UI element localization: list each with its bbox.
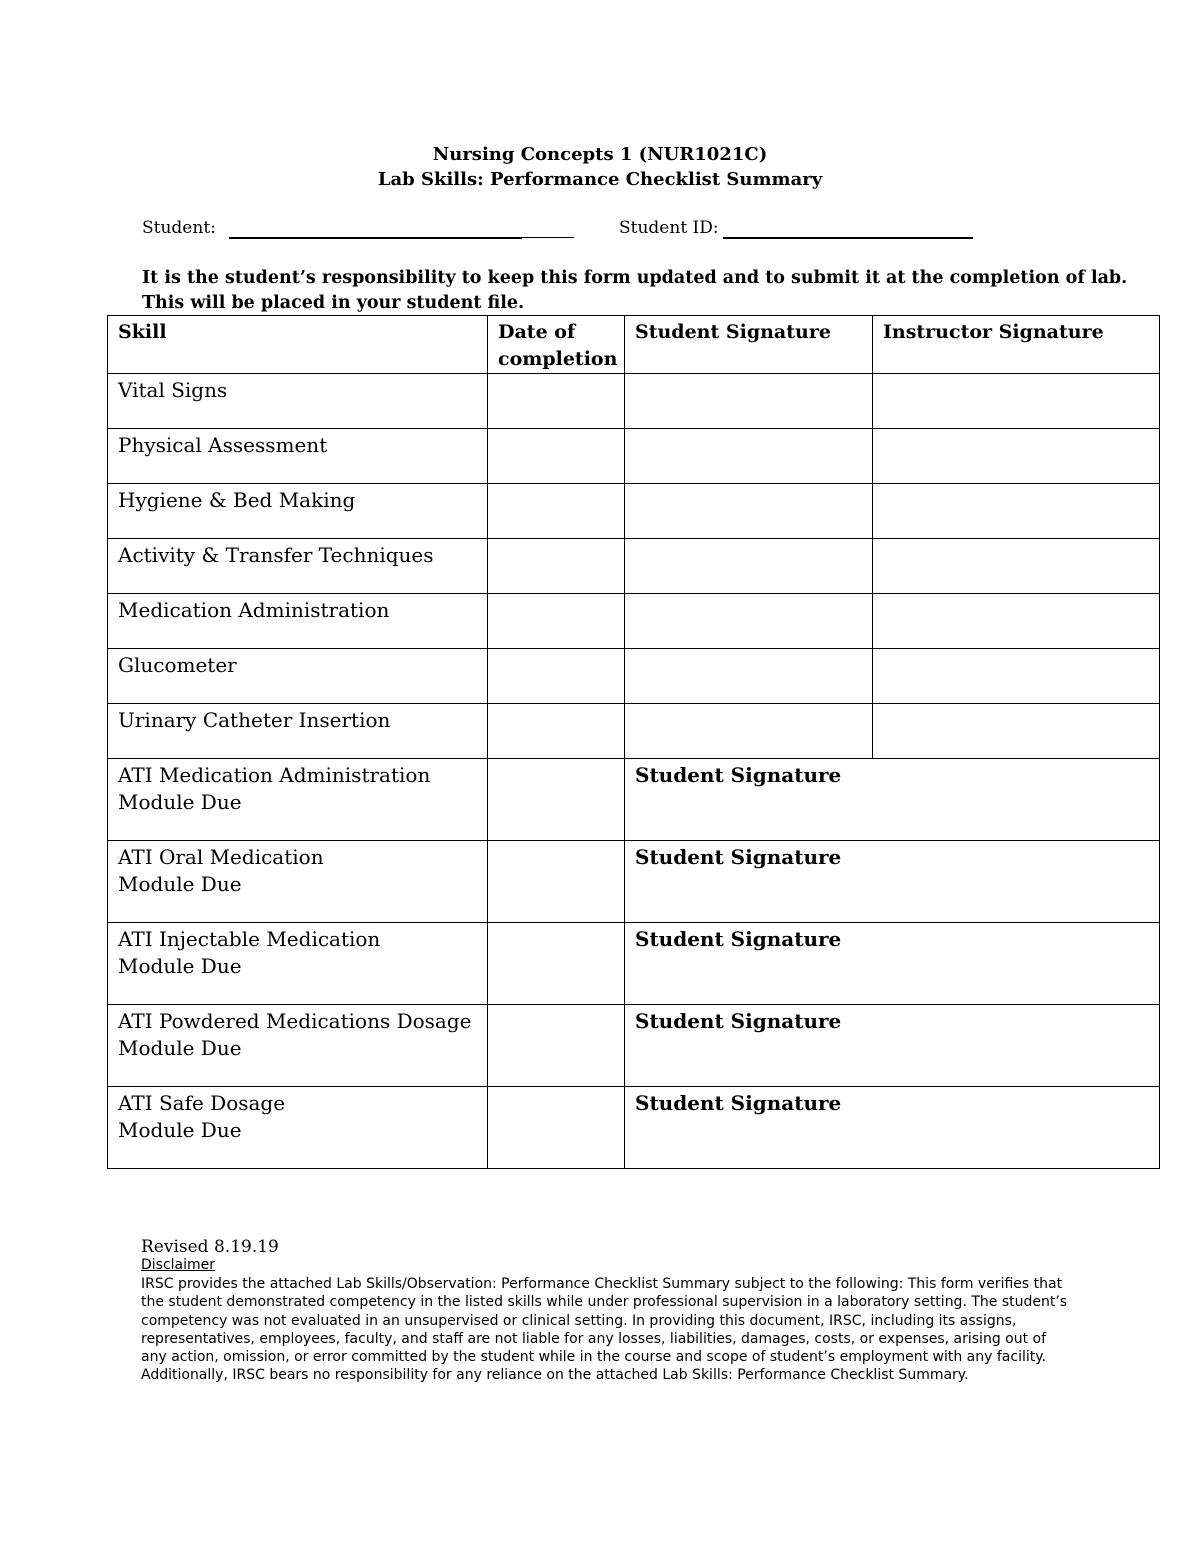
module-name	[108, 1087, 488, 1169]
module-row	[108, 1087, 1160, 1169]
revision-date: Revised 8.19.19	[141, 1237, 279, 1257]
document-subtitle: Lab Skills: Performance Checklist Summary	[377, 169, 823, 190]
date-cell[interactable]	[488, 649, 625, 704]
student-id-field[interactable]	[723, 237, 973, 239]
module-row	[108, 1005, 1160, 1087]
table-row	[108, 374, 1160, 429]
module-signature-label: Student Signature	[635, 1009, 842, 1033]
skill-name: Activity & Transfer Techniques	[108, 539, 488, 594]
skill-name: Urinary Catheter Insertion	[108, 704, 488, 759]
header-date-of-completion	[488, 316, 625, 374]
module-signature-label: Student Signature	[635, 845, 842, 869]
module-name	[108, 841, 488, 923]
instructor-signature-cell[interactable]	[873, 374, 1160, 429]
module-due: Module Due	[118, 1036, 242, 1060]
header-skill: Skill	[108, 316, 488, 374]
instructor-signature-cell[interactable]	[873, 429, 1160, 484]
skill-name: Hygiene & Bed Making	[108, 484, 488, 539]
module-row	[108, 841, 1160, 923]
module-signature-label: Student Signature	[635, 927, 842, 951]
instructor-signature-cell[interactable]	[873, 484, 1160, 539]
module-title: ATI Injectable Medication	[118, 927, 381, 951]
instructor-signature-cell[interactable]	[873, 594, 1160, 649]
module-signature-label: Student Signature	[635, 763, 842, 787]
document-title: Nursing Concepts 1 (NUR1021C)	[432, 144, 768, 165]
student-signature-cell[interactable]	[625, 539, 873, 594]
table-row	[108, 704, 1160, 759]
header-instructor-signature: Instructor Signature	[873, 316, 1160, 374]
instructor-signature-cell[interactable]	[873, 704, 1160, 759]
student-signature-cell[interactable]	[625, 704, 873, 759]
table-row	[108, 539, 1160, 594]
instruction-line-2: This will be placed in your student file.	[142, 293, 525, 313]
module-title: ATI Oral Medication	[118, 845, 324, 869]
student-signature-cell[interactable]	[625, 649, 873, 704]
module-due: Module Due	[118, 954, 242, 978]
module-name	[108, 923, 488, 1005]
date-cell[interactable]	[488, 704, 625, 759]
table-row	[108, 484, 1160, 539]
module-title: ATI Medication Administration	[118, 763, 431, 787]
date-cell[interactable]	[488, 539, 625, 594]
student-label: Student:	[142, 218, 216, 238]
date-cell[interactable]	[488, 841, 625, 923]
date-cell[interactable]	[488, 429, 625, 484]
module-title: ATI Safe Dosage	[118, 1091, 286, 1115]
module-student-signature-cell[interactable]	[625, 1087, 1160, 1169]
date-cell[interactable]	[488, 923, 625, 1005]
header-date-line-2: completion	[498, 348, 618, 370]
table-header-row	[108, 316, 1160, 374]
skill-name: Physical Assessment	[108, 429, 488, 484]
module-due: Module Due	[118, 1118, 242, 1142]
date-cell[interactable]	[488, 759, 625, 841]
table-row	[108, 429, 1160, 484]
date-cell[interactable]	[488, 374, 625, 429]
student-signature-cell[interactable]	[625, 594, 873, 649]
skills-checklist-table	[107, 315, 1160, 1169]
student-signature-cell[interactable]	[625, 374, 873, 429]
date-cell[interactable]	[488, 594, 625, 649]
instructor-signature-cell[interactable]	[873, 539, 1160, 594]
module-student-signature-cell[interactable]	[625, 841, 1160, 923]
module-due: Module Due	[118, 790, 242, 814]
module-title: ATI Powdered Medications Dosage	[118, 1009, 472, 1033]
instructor-signature-cell[interactable]	[873, 649, 1160, 704]
student-signature-cell[interactable]	[625, 429, 873, 484]
module-row	[108, 759, 1160, 841]
date-cell[interactable]	[488, 1087, 625, 1169]
module-student-signature-cell[interactable]	[625, 923, 1160, 1005]
table-row	[108, 649, 1160, 704]
disclaimer-text: IRSC provides the attached Lab Skills/Observation: Performance Checklist Summary subject to the following: This form verifies that the student demonstrated competency in the listed skills while under professional supervision in a laboratory setting. The student’s competency was not evaluated in an unsupervised or clinical setting. In providing this document, IRSC, including its assigns, representatives, employees, faculty, and staff are not liable for any losses, liabilities, damages, costs, or expenses, arising out of any action, omission, or error committed by the student while in the course and scope of student’s employment with any facility. Additionally, IRSC bears no responsibility for any reliance on the attached Lab Skills: Performance Checklist Summary.	[141, 1276, 1068, 1384]
student-signature-cell[interactable]	[625, 484, 873, 539]
module-name	[108, 1005, 488, 1087]
skill-name: Medication Administration	[108, 594, 488, 649]
module-due: Module Due	[118, 872, 242, 896]
table-row	[108, 594, 1160, 649]
instruction-line-1: It is the student’s responsibility to keep this form updated and to submit it at the completion of lab.	[142, 268, 1128, 288]
student-id-label: Student ID:	[619, 218, 719, 238]
disclaimer-heading: Disclaimer	[141, 1257, 216, 1273]
header-date-line-1: Date of	[498, 321, 576, 343]
module-row	[108, 923, 1160, 1005]
module-signature-label: Student Signature	[635, 1091, 842, 1115]
date-cell[interactable]	[488, 484, 625, 539]
module-name	[108, 759, 488, 841]
student-name-field[interactable]	[229, 237, 522, 239]
module-student-signature-cell[interactable]	[625, 1005, 1160, 1087]
module-student-signature-cell[interactable]	[625, 759, 1160, 841]
header-student-signature: Student Signature	[625, 316, 873, 374]
date-cell[interactable]	[488, 1005, 625, 1087]
student-name-field-tail	[522, 237, 574, 238]
skill-name: Glucometer	[108, 649, 488, 704]
skill-name: Vital Signs	[108, 374, 488, 429]
